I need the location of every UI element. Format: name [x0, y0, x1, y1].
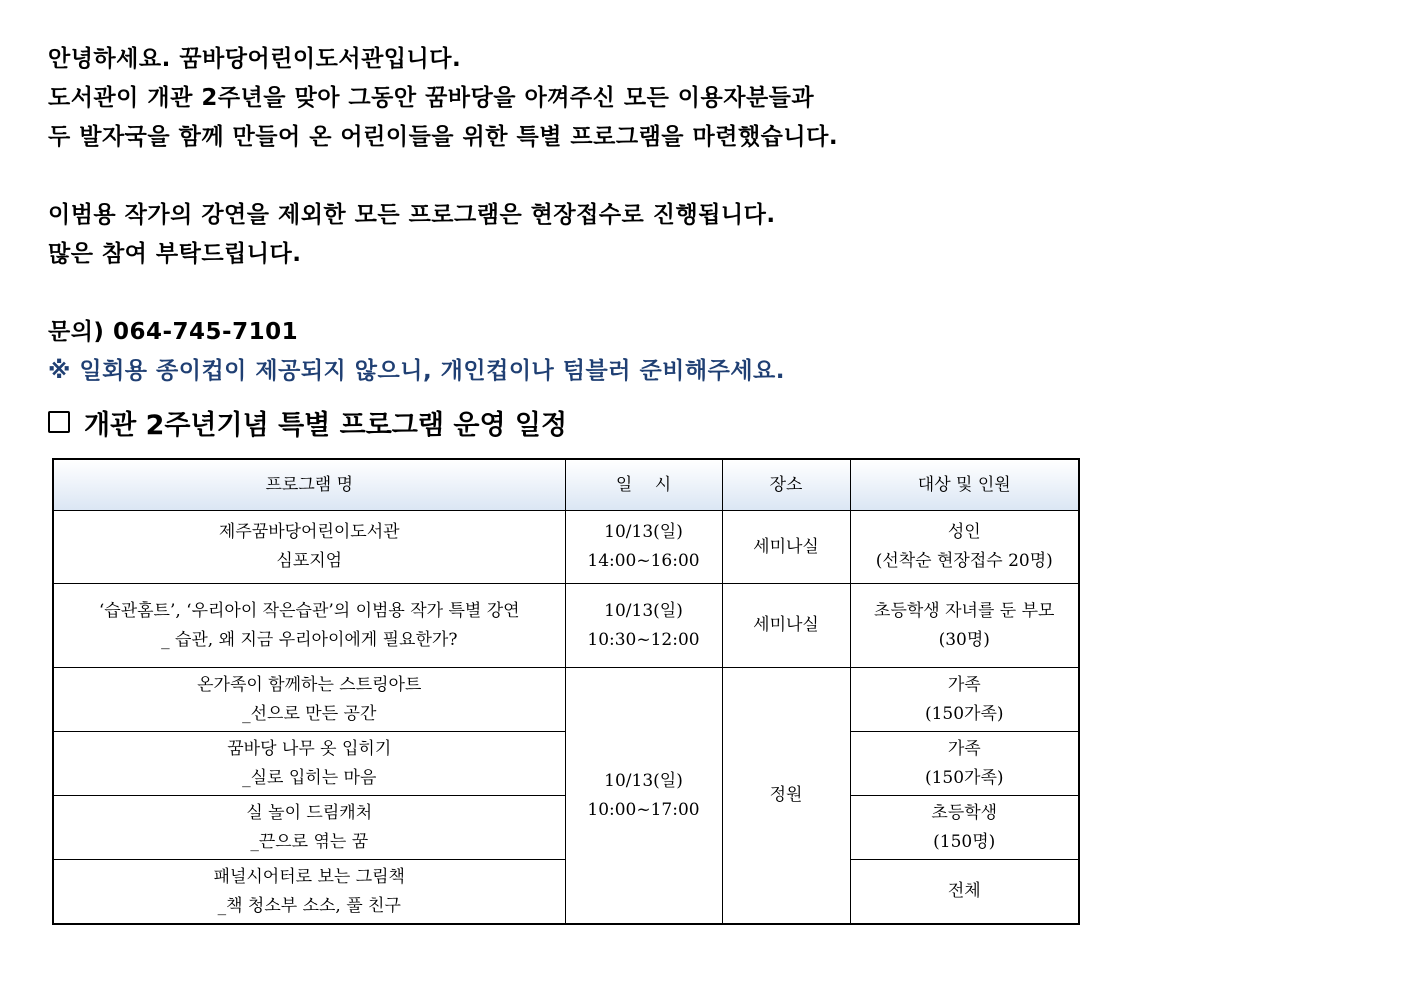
program-name: 온가족이 함께하는 스트링아트 — [197, 674, 422, 695]
header-target: 대상 및 인원 — [850, 459, 1079, 511]
checkbox-icon — [48, 411, 70, 433]
capacity-text: (30명) — [938, 629, 990, 650]
date-text: 10/13(일) — [604, 522, 683, 542]
program-name: 꿈바당 나무 옷 입히기 — [227, 738, 392, 759]
program-name: 패널시어터로 보는 그림책 — [213, 866, 405, 887]
target-text: 전체 — [947, 881, 981, 901]
datetime-cell — [565, 668, 722, 925]
target-cell — [850, 860, 1079, 925]
target-text: 가족 — [947, 674, 981, 695]
program-name: 실 놀이 드림캐처 — [246, 802, 373, 823]
registration-info-line: 이범용 작가의 강연을 제외한 모든 프로그램은 현장접수로 진행됩니다. — [48, 202, 776, 228]
greeting-line: 안녕하세요. 꿈바당어린이도서관입니다. — [48, 46, 462, 72]
target-cell — [850, 584, 1079, 668]
time-text: 14:00~16:00 — [587, 551, 700, 571]
table-row — [53, 668, 1079, 732]
capacity-text: (150가족) — [924, 703, 1004, 724]
capacity-text: (150가족) — [924, 767, 1004, 788]
contact-line: 문의) 064-745-7101 — [48, 319, 299, 345]
target-text: 초등학생 자녀를 둔 부모 — [874, 600, 1055, 621]
program-subtitle: _선으로 만든 공간 — [242, 703, 377, 724]
section-title — [48, 400, 567, 444]
program-subtitle: _책 청소부 소소, 풀 친구 — [217, 895, 401, 916]
table-row — [53, 584, 1079, 668]
target-cell — [850, 511, 1079, 584]
intro-line-2: 도서관이 개관 2주년을 맞아 그동안 꿈바당을 아껴주신 모든 이용자분들과 — [48, 85, 815, 111]
program-subtitle: 심포지엄 — [276, 551, 343, 571]
target-text: 가족 — [947, 738, 981, 759]
program-cell — [53, 732, 565, 796]
datetime-cell — [565, 511, 722, 584]
cup-notice: ※ 일회용 종이컵이 제공되지 않으니, 개인컵이나 텀블러 준비해주세요. — [48, 358, 785, 384]
program-name: ‘습관홈트’, ‘우리아이 작은습관’의 이범용 작가 특별 강연 — [98, 600, 520, 621]
header-place: 장소 — [722, 459, 850, 511]
program-cell — [53, 584, 565, 668]
program-cell — [53, 511, 565, 584]
program-subtitle: _끈으로 엮는 꿈 — [250, 831, 369, 852]
target-text: 초등학생 — [931, 802, 998, 823]
table-row — [53, 511, 1079, 584]
place-cell: 정원 — [722, 668, 850, 925]
datetime-cell — [565, 584, 722, 668]
place-cell: 세미나실 — [722, 584, 850, 668]
program-subtitle: _ 습관, 왜 지금 우리아이에게 필요한가? — [161, 629, 458, 650]
participation-line: 많은 참여 부탁드립니다. — [48, 241, 302, 267]
target-cell — [850, 796, 1079, 860]
intro-text — [48, 40, 1248, 391]
program-name: 제주꿈바당어린이도서관 — [218, 522, 400, 542]
target-text: 성인 — [947, 522, 981, 542]
schedule-table — [52, 458, 1080, 925]
place-cell: 세미나실 — [722, 511, 850, 584]
capacity-text: (선착순 현장접수 20명) — [875, 551, 1053, 571]
section-title-text: 개관 2주년기념 특별 프로그램 운영 일정 — [84, 409, 568, 441]
program-cell — [53, 796, 565, 860]
target-cell — [850, 668, 1079, 732]
intro-line-3: 두 발자국을 함께 만들어 온 어린이들을 위한 특별 프로그램을 마련했습니다. — [48, 124, 839, 150]
program-subtitle: _실로 입히는 마음 — [242, 767, 377, 788]
time-text: 10:00~17:00 — [587, 799, 700, 820]
capacity-text: (150명) — [933, 831, 996, 852]
date-text: 10/13(일) — [604, 770, 683, 791]
time-text: 10:30~12:00 — [587, 629, 700, 650]
header-datetime: 일 시 — [565, 459, 722, 511]
program-cell — [53, 860, 565, 925]
table-header-row — [53, 459, 1079, 511]
program-cell — [53, 668, 565, 732]
target-cell — [850, 732, 1079, 796]
header-program: 프로그램 명 — [53, 459, 565, 511]
date-text: 10/13(일) — [604, 600, 683, 621]
